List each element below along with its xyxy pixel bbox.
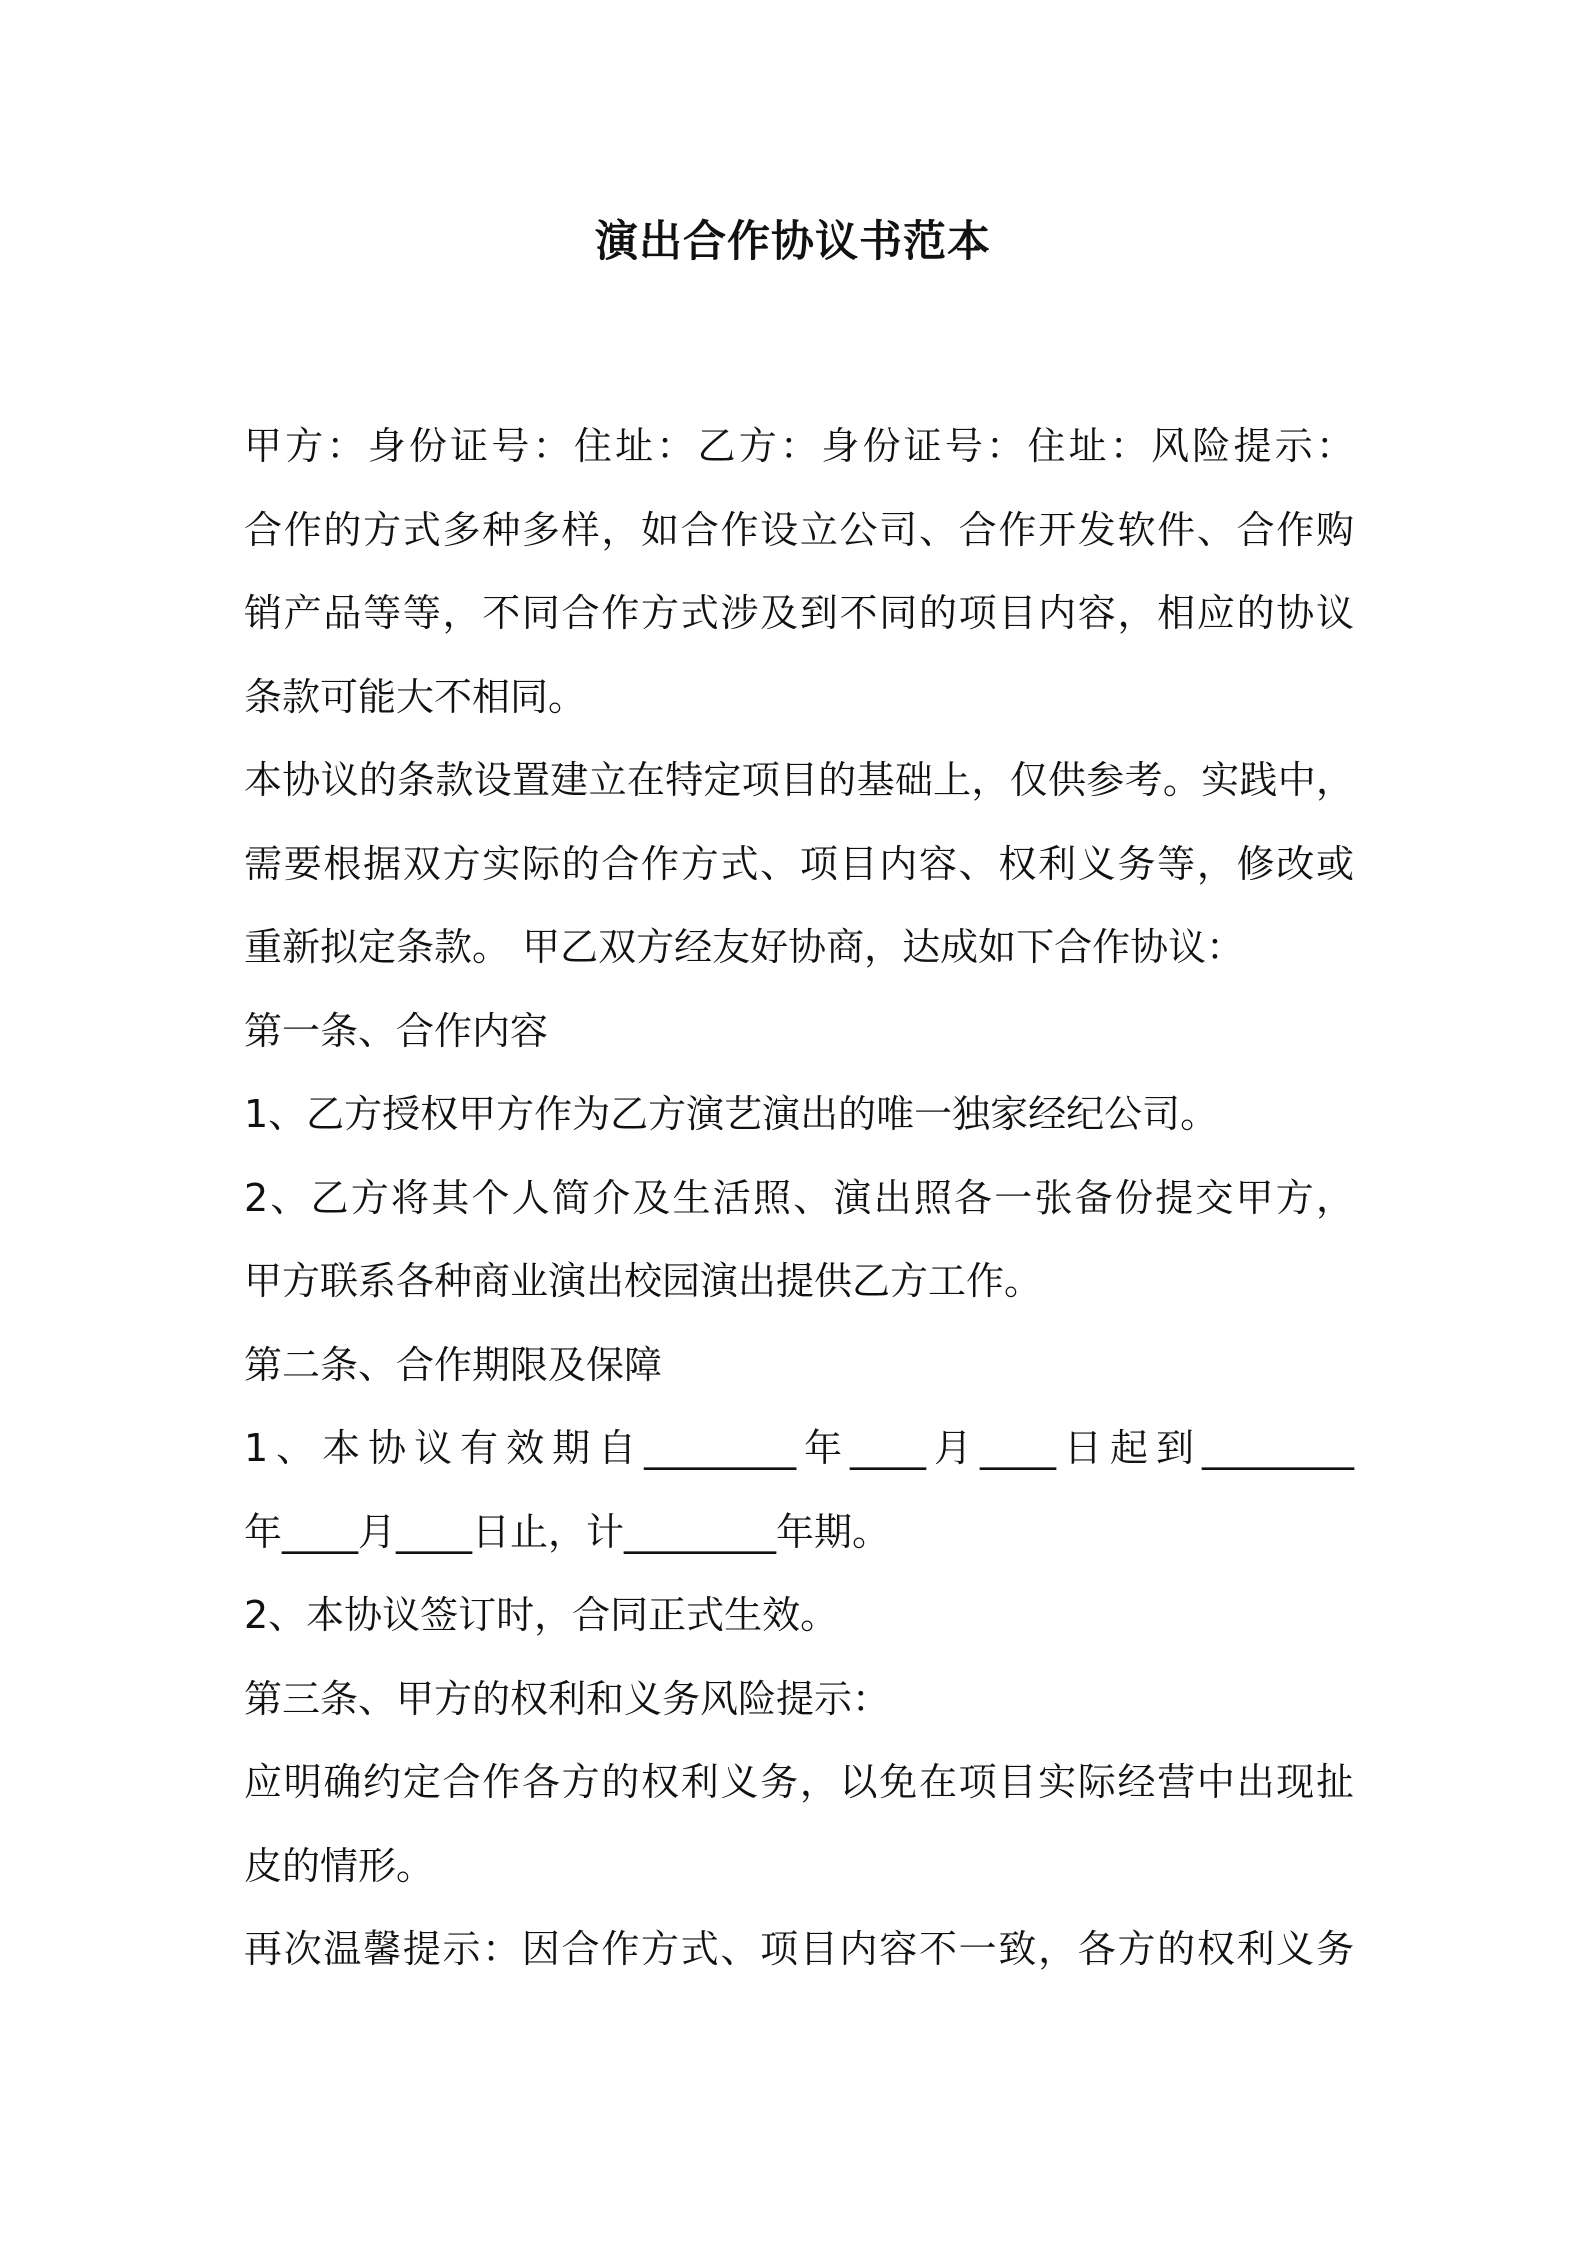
paragraph-line: 再次温馨提示：因合作方式、项目内容不一致，各方的权利义务	[244, 1927, 1354, 1971]
section-heading: 第一条、合作内容	[244, 1008, 549, 1053]
clause-line: 2、本协议签订时，合同正式生效。	[244, 1593, 839, 1637]
paragraph-line: 应明确约定合作各方的权利义务，以免在项目实际经营中出现扯	[244, 1760, 1354, 1804]
document-body	[244, 405, 1354, 1992]
clause-line: 年____月____日止，计________年期。	[244, 1509, 891, 1554]
section-heading: 第三条、甲方的权利和义务风险提示：	[244, 1676, 891, 1721]
party-info-line: 甲方：身份证号：住址：乙方：身份证号：住址：风险提示：	[244, 424, 1354, 468]
paragraph-line: 需要根据双方实际的合作方式、项目内容、权利义务等，修改或	[244, 841, 1354, 886]
document-title: 演出合作协议书范本	[595, 217, 991, 267]
clause-line: 1、本协议有效期自________年____月____日起到________	[244, 1426, 1354, 1470]
clause-line: 甲方联系各种商业演出校园演出提供乙方工作。	[244, 1259, 1043, 1303]
clause-line: 1、乙方授权甲方作为乙方演艺演出的唯一独家经纪公司。	[244, 1092, 1219, 1136]
paragraph-line: 销产品等等，不同合作方式涉及到不同的项目内容，相应的协议	[244, 591, 1354, 635]
section-heading: 第二条、合作期限及保障	[244, 1342, 663, 1387]
paragraph-line: 皮的情形。	[244, 1843, 435, 1888]
paragraph-line: 本协议的条款设置建立在特定项目的基础上，仅供参考。实践中，	[244, 758, 1354, 802]
clause-line: 2、乙方将其个人简介及生活照、演出照各一张备份提交甲方，	[244, 1175, 1354, 1220]
paragraph-line: 条款可能大不相同。	[244, 674, 587, 719]
paragraph-line: 重新拟定条款。 甲乙双方经友好协商，达成如下合作协议：	[244, 925, 1245, 969]
paragraph-line: 合作的方式多种多样，如合作设立公司、合作开发软件、合作购	[244, 507, 1354, 552]
